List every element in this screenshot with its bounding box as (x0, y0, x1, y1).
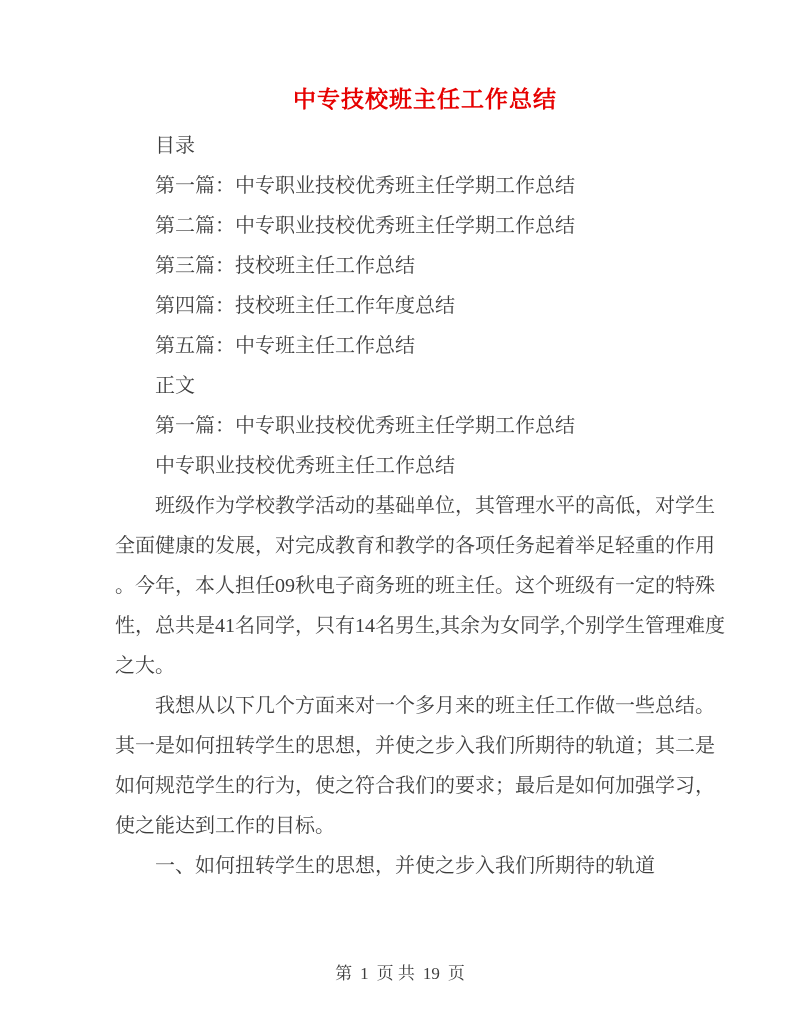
text-line: 使之能达到工作的目标。 (115, 815, 335, 837)
footer-page-number: 1 (360, 964, 369, 983)
text-line: 第三篇：技校班主任工作总结 (155, 255, 415, 277)
text-line: 正文 (155, 375, 195, 397)
footer-label-middle: 页 共 (376, 964, 415, 983)
document-title: 中专技校班主任工作总结 (293, 86, 557, 112)
text-line: 第一篇：中专职业技校优秀班主任学期工作总结 (155, 415, 575, 437)
footer-label-suffix: 页 (447, 964, 465, 983)
text-line: 如何规范学生的行为，使之符合我们的要求；最后是如何加强学习， (115, 775, 715, 797)
text-line: 性，总共是41名同学，只有14名男生,其余为女同学,个别学生管理难度 (115, 615, 725, 637)
text-line: 之大。 (115, 655, 175, 677)
text-line: 全面健康的发展，对完成教育和教学的各项任务起着举足轻重的作用 (115, 535, 715, 557)
text-line: 我想从以下几个方面来对一个多月来的班主任工作做一些总结。 (155, 695, 715, 717)
text-line: 中专职业技校优秀班主任工作总结 (155, 455, 455, 477)
text-line: 第一篇：中专职业技校优秀班主任学期工作总结 (155, 175, 575, 197)
footer-total-pages: 19 (422, 964, 440, 983)
text-line: 第四篇：技校班主任工作年度总结 (155, 295, 455, 317)
text-line: 一、如何扭转学生的思想，并使之步入我们所期待的轨道 (155, 855, 655, 877)
text-line: 目录 (155, 135, 195, 157)
text-line: 。今年，本人担任09秋电子商务班的班主任。这个班级有一定的特殊 (115, 575, 715, 597)
footer-page-label-prefix: 第 (335, 964, 353, 983)
text-line: 第五篇：中专班主任工作总结 (155, 335, 415, 357)
page-footer (0, 962, 800, 986)
text-line: 班级作为学校教学活动的基础单位，其管理水平的高低，对学生 (155, 495, 715, 517)
text-line: 其一是如何扭转学生的思想，并使之步入我们所期待的轨道；其二是 (115, 735, 715, 757)
document-body (0, 126, 800, 886)
text-line: 第二篇：中专职业技校优秀班主任学期工作总结 (155, 215, 575, 237)
